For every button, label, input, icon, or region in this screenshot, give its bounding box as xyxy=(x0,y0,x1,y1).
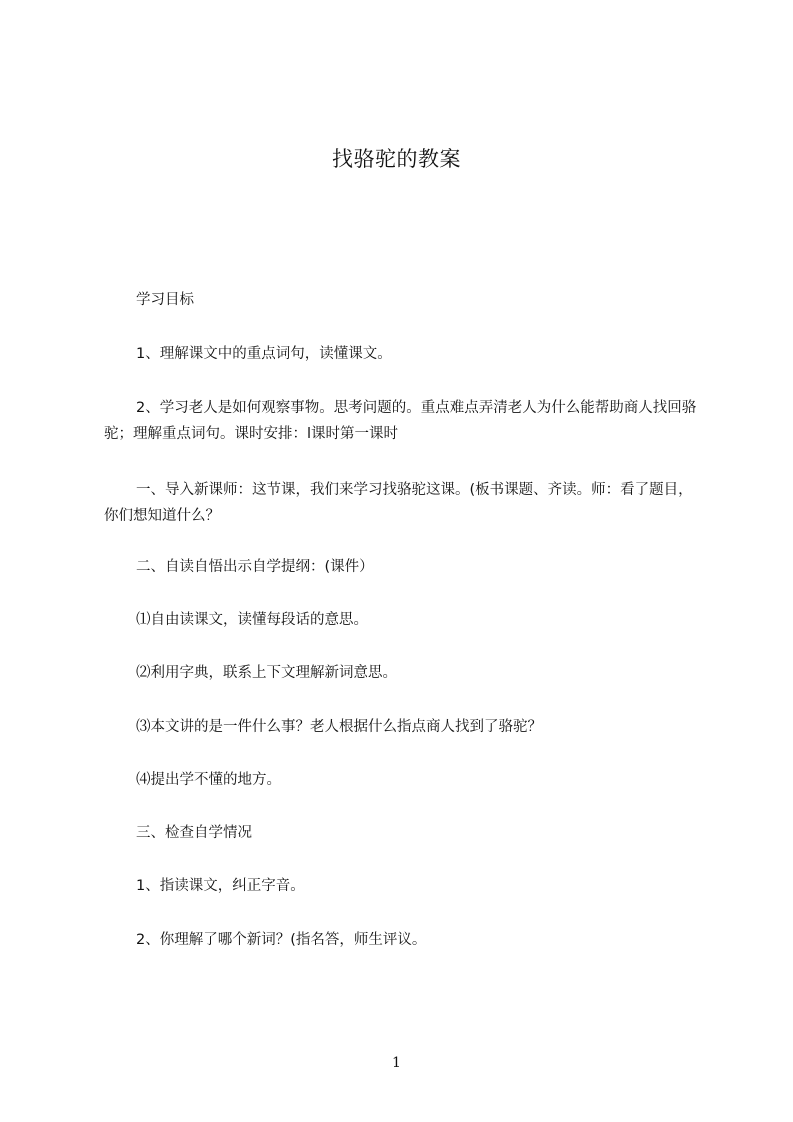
page-number: 1 xyxy=(392,1055,401,1071)
paragraph-section-1: 一、导入新课师：这节课，我们来学习找骆驼这课。(板书课题、齐读。师：看了题目，你们想知道什么？ xyxy=(104,482,693,524)
paragraph-item-3: ⑶本文讲的是一件什么事？老人根据什么指点商人找到了骆驼？ xyxy=(136,719,542,735)
paragraph-check-1: 1、指读课文，纠正字音。 xyxy=(136,878,305,894)
paragraph-item-4: ⑷提出学不懂的地方。 xyxy=(136,772,281,788)
paragraph-item-2: ⑵利用字典，联系上下文理解新词意思。 xyxy=(136,665,397,681)
paragraph-check-2: 2、你理解了哪个新词？(指名答，师生评议。 xyxy=(136,932,427,948)
paragraph-section-3: 三、检查自学情况 xyxy=(136,825,252,841)
paragraph-goal-1: 1、理解课文中的重点词句，读懂课文。 xyxy=(136,346,392,362)
paragraph-learning-goals: 学习目标 xyxy=(136,292,194,308)
paragraph-goal-2: 2、学习老人是如何观察事物。思考问题的。重点难点弄清老人为什么能帮助商人找回骆驼；理解重点词句。课时安排：l课时第一课时 xyxy=(104,400,697,442)
paragraph-item-1: ⑴自由读课文，读懂每段话的意思。 xyxy=(136,612,368,628)
paragraph-section-2: 二、自读自悟出示自学提纲：(课件） xyxy=(136,559,374,575)
document-title: 找骆驼的教案 xyxy=(332,147,461,171)
